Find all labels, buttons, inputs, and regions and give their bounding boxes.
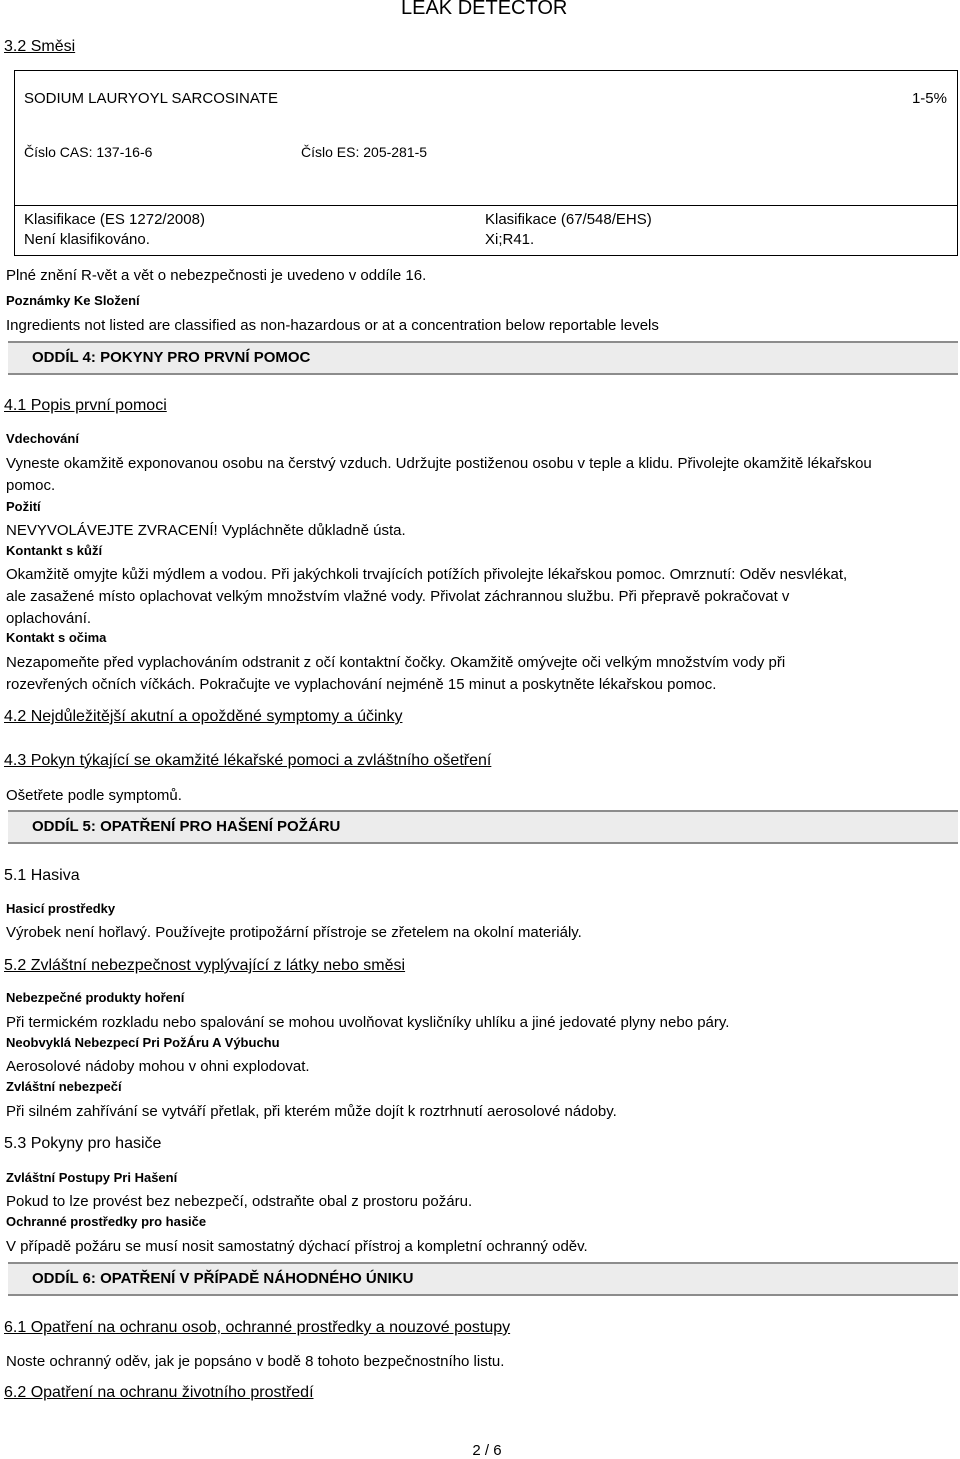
classification-es-label: Klasifikace (ES 1272/2008) [24, 211, 205, 228]
classification-es-value: Není klasifikováno. [24, 231, 150, 248]
section-5-header [8, 810, 958, 844]
inhalation-label: Vdechování [6, 431, 79, 446]
section-6-header [8, 1262, 958, 1296]
classification-ehs-value: Xi;R41. [485, 231, 535, 248]
component-concentration: 1-5% [911, 90, 947, 107]
section-4-title: ODDÍL 4: POKYNY PRO PRVNÍ POMOC [32, 349, 311, 366]
r-phrases-note: Plné znění R-vět a vět o nebezpečnosti je uvedeno v oddíle 16. [6, 267, 427, 284]
extinguishing-media-text: Výrobek není hořlavý. Používejte protipožární přístroje se zřetelem na okolní materiály. [6, 924, 582, 941]
firefighter-ppe-label: Ochranné prostředky pro hasiče [6, 1214, 207, 1229]
combustion-products-label: Nebezpečné produkty hoření [6, 990, 185, 1005]
section-4-2-heading: 4.2 Nejdůležitější akutní a opožděné symptomy a účinky [4, 708, 403, 725]
classification-ehs-label: Klasifikace (67/548/EHS) [485, 211, 652, 228]
ingestion-text: NEVYVOLÁVEJTE ZVRACENÍ! Vypláchněte důkladně ústa. [6, 522, 406, 539]
section-6-1-text: Noste ochranný oděv, jak je popsáno v bodě 8 tohoto bezpečnostního listu. [6, 1353, 505, 1370]
section-6-1-heading: 6.1 Opatření na ochranu osob, ochranné prostředky a nouzové postupy [4, 1319, 511, 1336]
firefighting-procedures-label: Zvláštní Postupy Pri Hašení [6, 1170, 178, 1185]
section-5-title: ODDÍL 5: OPATŘENÍ PRO HAŠENÍ POŽÁRU [32, 818, 341, 835]
classification-box [14, 206, 958, 256]
section-5-1-heading: 5.1 Hasiva [4, 867, 80, 884]
section-4-1-heading: 4.1 Popis první pomoci [4, 397, 167, 414]
skin-contact-text: Okamžitě omyjte kůži mýdlem a vodou. Při jakýchkoli trvajících potížích přivolejte lékařskou pomoc. Omrznutí: Oděv nesvlékat, ale zasažené místo oplachovat velkým množstvím vlažné vody. Přivolat záchrannou službu. Při přepravě pokračovat v oplachování. [6, 566, 848, 627]
inhalation-text: Vyneste okamžitě exponovanou osobu na čerstvý vzduch. Udržujte postiženou osobu v teple a klidu. Přivolejte okamžitě lékařskou pomoc. [6, 455, 872, 494]
es-number: Číslo ES: 205-281-5 [301, 144, 428, 160]
skin-contact-label: Kontankt s kůží [6, 543, 103, 558]
unusual-hazards-text: Aerosolové nádoby mohou v ohni explodovat. [6, 1058, 310, 1075]
section-3-2-heading: 3.2 Směsi [4, 38, 76, 55]
component-name: SODIUM LAURYOYL SARCOSINATE [24, 90, 278, 107]
composition-notes-label: Poznámky Ke Složení [6, 293, 140, 308]
eye-contact-text: Nezapomeňte před vyplachováním odstranit z očí kontaktní čočky. Okamžitě omývejte oči velkým množstvím vody při rozevřených očních víčkách. Pokračujte ve vyplachování nejméně 15 minut a poskytněte lékařskou pomoc. [6, 654, 786, 693]
firefighting-procedures-text: Pokud to lze provést bez nebezpečí, odstraňte obal z prostoru požáru. [6, 1193, 473, 1210]
special-hazards-label: Zvláštní nebezpečí [6, 1079, 122, 1094]
special-hazards-text: Při silném zahřívání se vytváří přetlak, při kterém může dojít k roztrhnutí aerosolové nádoby. [6, 1103, 617, 1120]
section-5-2-heading: 5.2 Zvláštní nebezpečnost vyplývající z látky nebo směsi [4, 957, 406, 974]
extinguishing-media-label: Hasicí prostředky [6, 901, 116, 916]
eye-contact-label: Kontakt s očima [6, 630, 107, 645]
section-6-title: ODDÍL 6: OPATŘENÍ V PŘÍPADĚ NÁHODNÉHO ÚNIKU [32, 1270, 414, 1287]
section-4-3-text: Ošetřete podle symptomů. [6, 787, 182, 804]
section-4-3-heading: 4.3 Pokyn týkající se okamžité lékařské pomoci a zvláštního ošetření [4, 752, 492, 769]
firefighter-ppe-text: V případě požáru se musí nosit samostatný dýchací přístroj a kompletní ochranný oděv. [6, 1238, 588, 1255]
cas-number: Číslo CAS: 137-16-6 [24, 144, 153, 160]
section-5-3-heading: 5.3 Pokyny pro hasiče [4, 1135, 162, 1152]
section-4-header [8, 341, 958, 375]
ingestion-label: Požití [6, 499, 41, 514]
component-box [14, 70, 958, 206]
combustion-products-text: Při termickém rozkladu nebo spalování se mohou uvolňovat kysličníky uhlíku a jiné jedovaté plyny nebo páry. [6, 1014, 730, 1031]
section-6-2-heading: 6.2 Opatření na ochranu životního prostředí [4, 1384, 314, 1401]
page-number: 2 / 6 [472, 1442, 502, 1459]
document-title: LEAK DETECTOR [401, 0, 568, 19]
composition-notes-text: Ingredients not listed are classified as non-hazardous or at a concentration below reportable levels [6, 317, 659, 334]
unusual-hazards-label: Neobvyklá Nebezpecí Pri PožÁru A Výbuchu [6, 1035, 280, 1050]
